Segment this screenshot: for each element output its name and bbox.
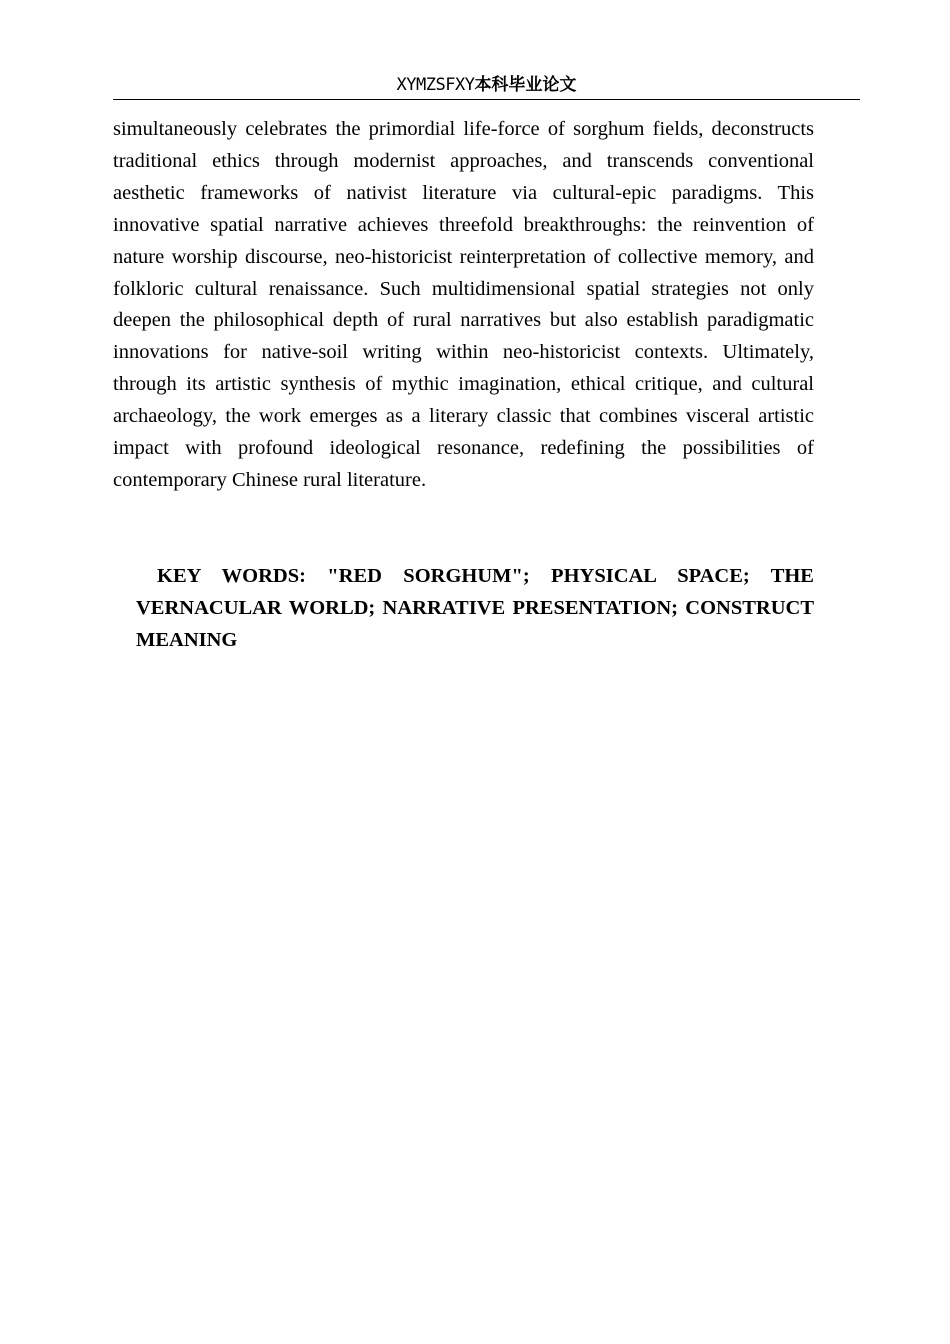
header-doc-type: 本科毕业论文 xyxy=(474,75,577,95)
keywords: KEY WORDS: "RED SORGHUM"; PHYSICAL SPACE; THE VERNACULAR WORLD; NARRATIVE PRESENTATION; CONSTRUCT MEANING xyxy=(136,565,814,651)
abstract-paragraph: simultaneously celebrates the primordial life-force of sorghum fields, deconstructs traditional ethics through modernist approaches, and transcends conventional aesthetic frameworks of nativist literature via cultural-epic paradigms. This innovative spatial narrative achieves threefold breakthroughs: the reinvention of nature worship discourse, neo-historicist reinterpretation of collective memory, and folkloric cultural renaissance. Such multidimensional spatial strategies not only deepen the philosophical depth of rural narratives but also establish paradigmatic innovations for native-soil writing within neo-historicist contexts. Ultimately, through its artistic synthesis of mythic imagination, ethical critique, and cultural archaeology, the work emerges as a literary classic that combines visceral artistic impact with profound ideological resonance, redefining the possibilities of contemporary Chinese rural literature. xyxy=(113,118,814,491)
running-header xyxy=(113,72,860,100)
header-institution: XYMZSFXY xyxy=(396,75,475,95)
